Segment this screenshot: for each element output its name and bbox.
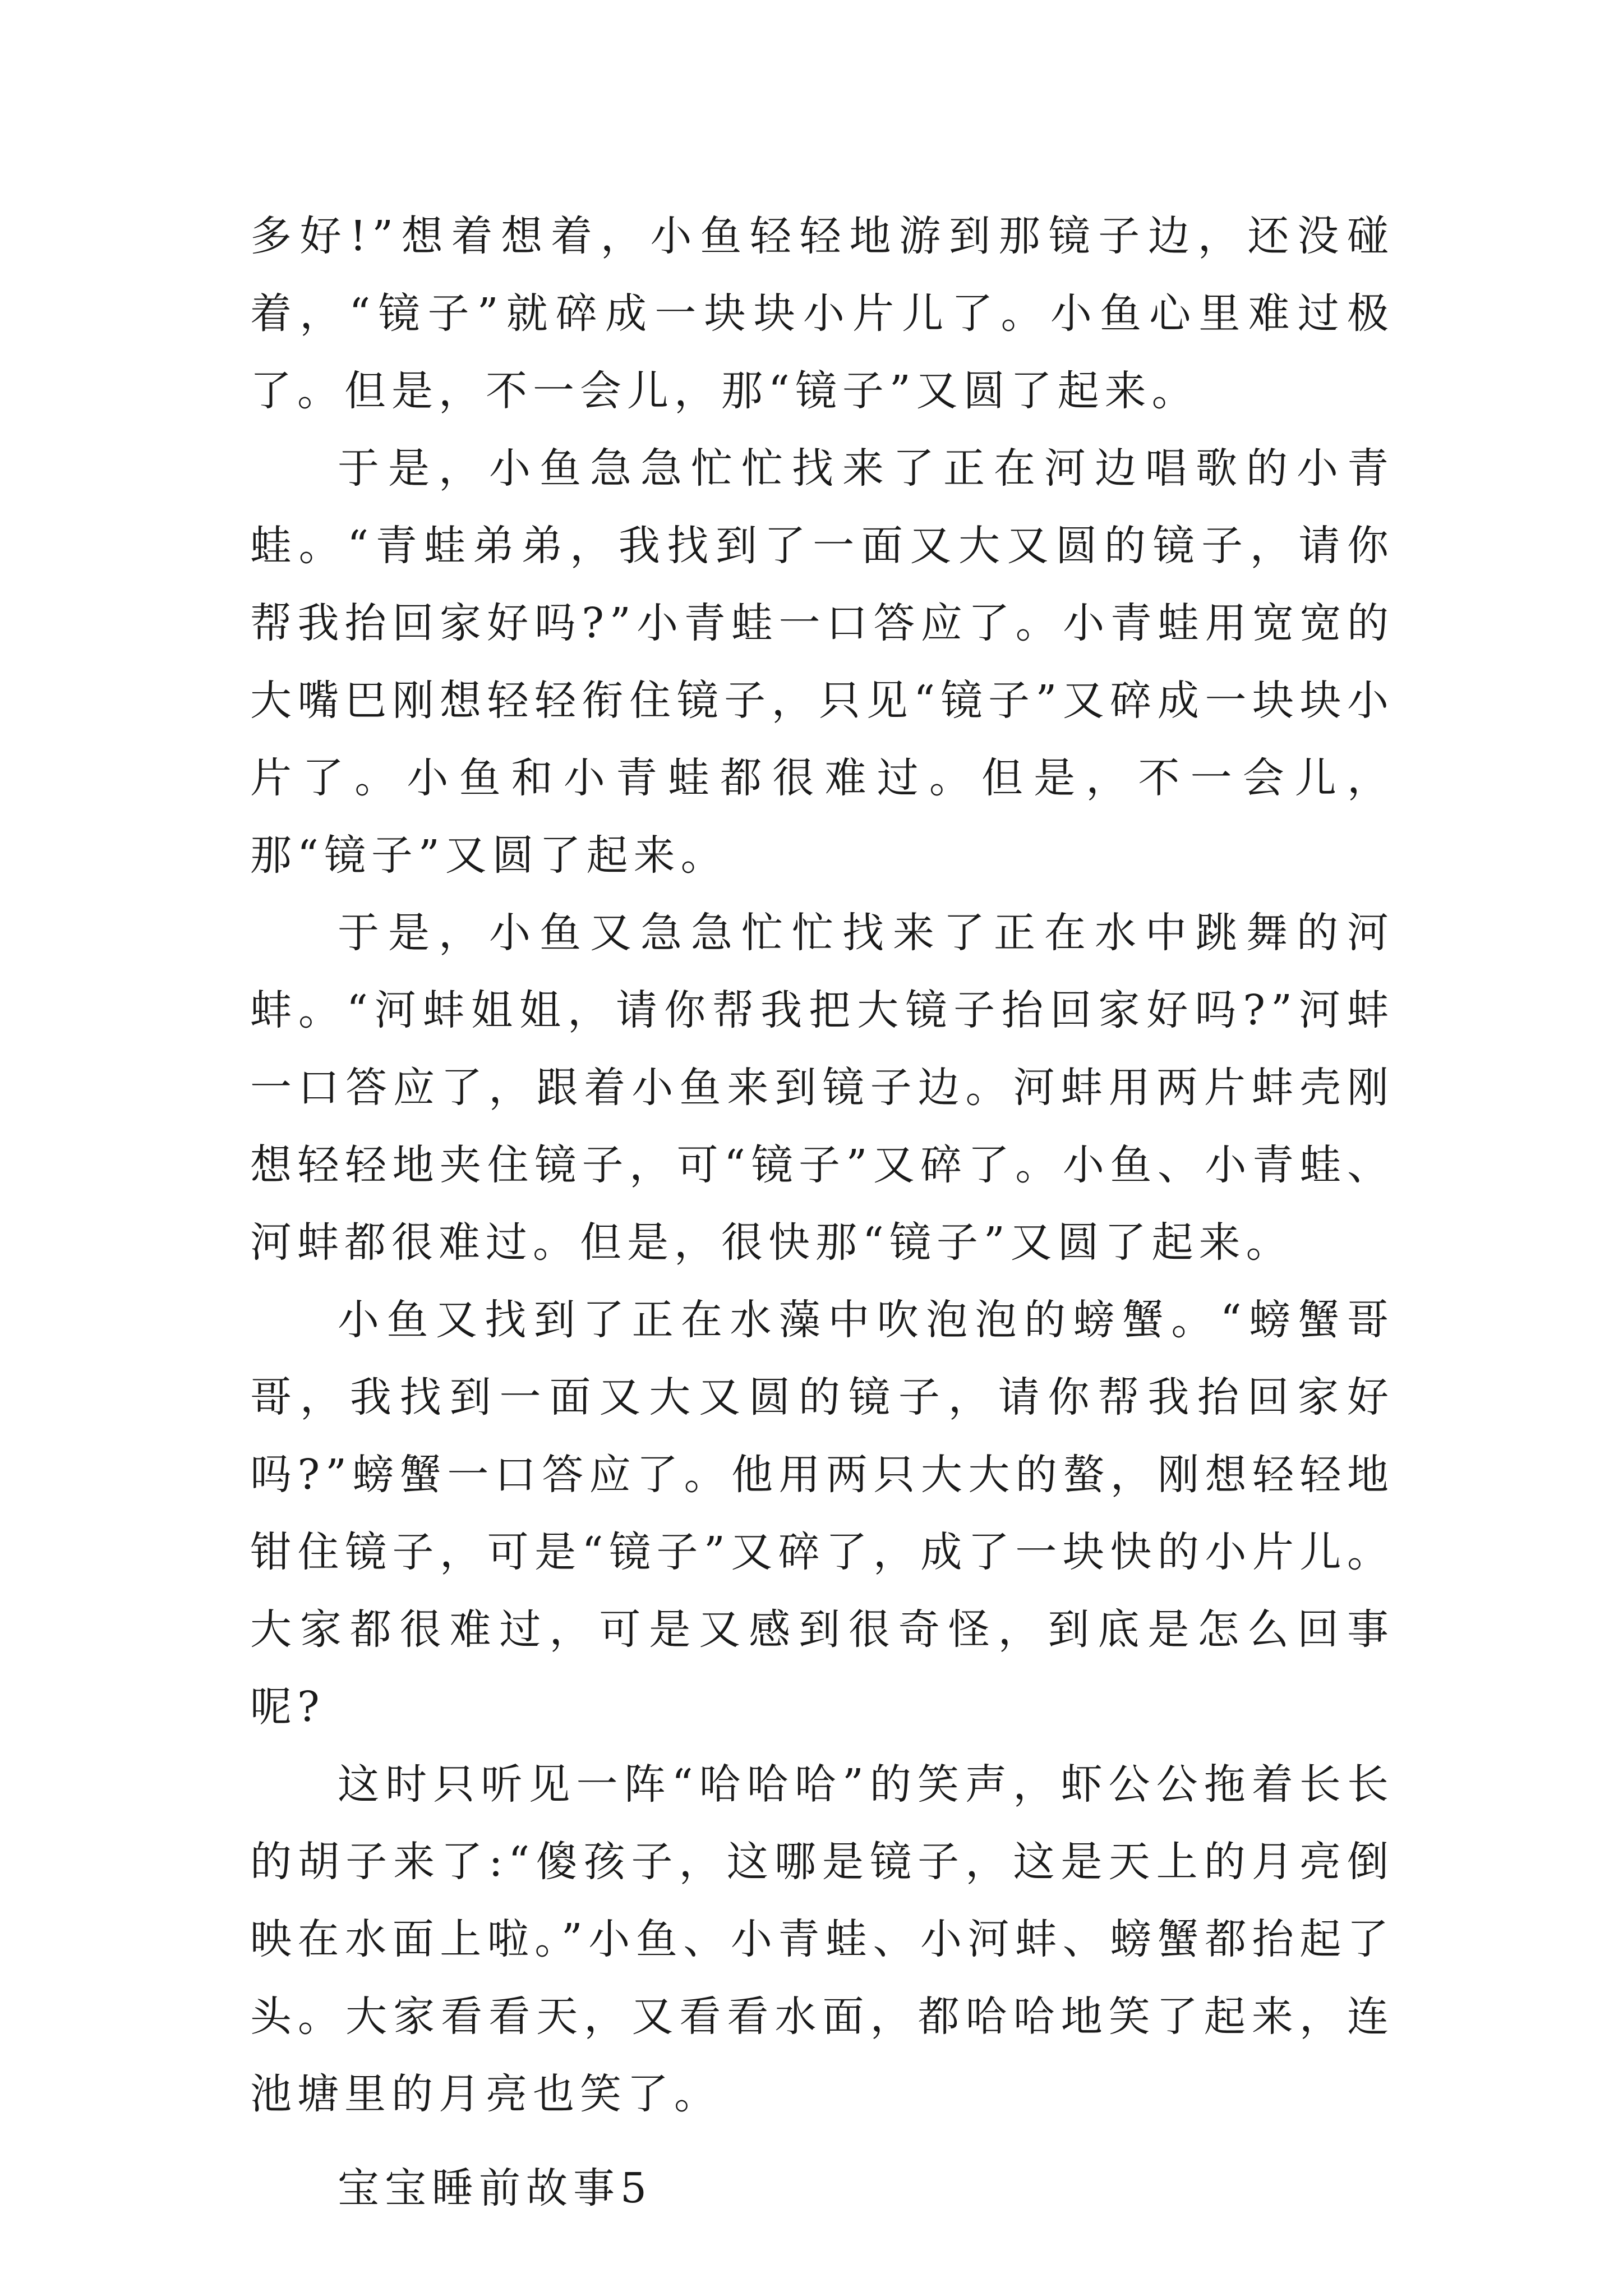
- paragraph-3: 于是，小鱼又急急忙忙找来了正在水中跳舞的河蚌。“河蚌姐姐，请你帮我把大镜子抬回家好吗?”河蚌一口答应了，跟着小鱼来到镜子边。河蚌用两片蚌壳刚想轻轻地夹住镜子，可“镜子”又碎了。小鱼、小青蛙、河蚌都很难过。但是，很快那“镜子”又圆了起来。: [250, 909, 1394, 1267]
- paragraph-5: 这时只听见一阵“哈哈哈”的笑声，虾公公拖着长长的胡子来了:“傻孩子，这哪是镜子，这是天上的月亮倒映在水面上啦。”小鱼、小青蛙、小河蚌、螃蟹都抬起了头。大家看看天，又看看水面，都哈哈地笑了起来，连池塘里的月亮也笑了。: [250, 1760, 1394, 2118]
- section-heading: 宝宝睡前故事5: [338, 2164, 653, 2212]
- paragraph-2: 于是，小鱼急急忙忙找来了正在河边唱歌的小青蛙。“青蛙弟弟，我找到了一面又大又圆的镜子，请你帮我抬回家好吗?”小青蛙一口答应了。小青蛙用宽宽的大嘴巴刚想轻轻衔住镜子，只见“镜子”又碎成一块块小片了。小鱼和小青蛙都很难过。但是，不一会儿，那“镜子”又圆了起来。: [250, 444, 1394, 880]
- story-text: [250, 197, 1394, 2227]
- paragraph-1: 多好!”想着想着，小鱼轻轻地游到那镜子边，还没碰着，“镜子”就碎成一块块小片儿了。小鱼心里难过极了。但是，不一会儿，那“镜子”又圆了起来。: [250, 212, 1394, 415]
- paragraph-4: 小鱼又找到了正在水藻中吹泡泡的螃蟹。“螃蟹哥哥，我找到一面又大又圆的镜子，请你帮我抬回家好吗?”螃蟹一口答应了。他用两只大大的螯，刚想轻轻地钳住镜子，可是“镜子”又碎了，成了一块快的小片儿。大家都很难过，可是又感到很奇怪，到底是怎么回事呢?: [250, 1296, 1394, 1731]
